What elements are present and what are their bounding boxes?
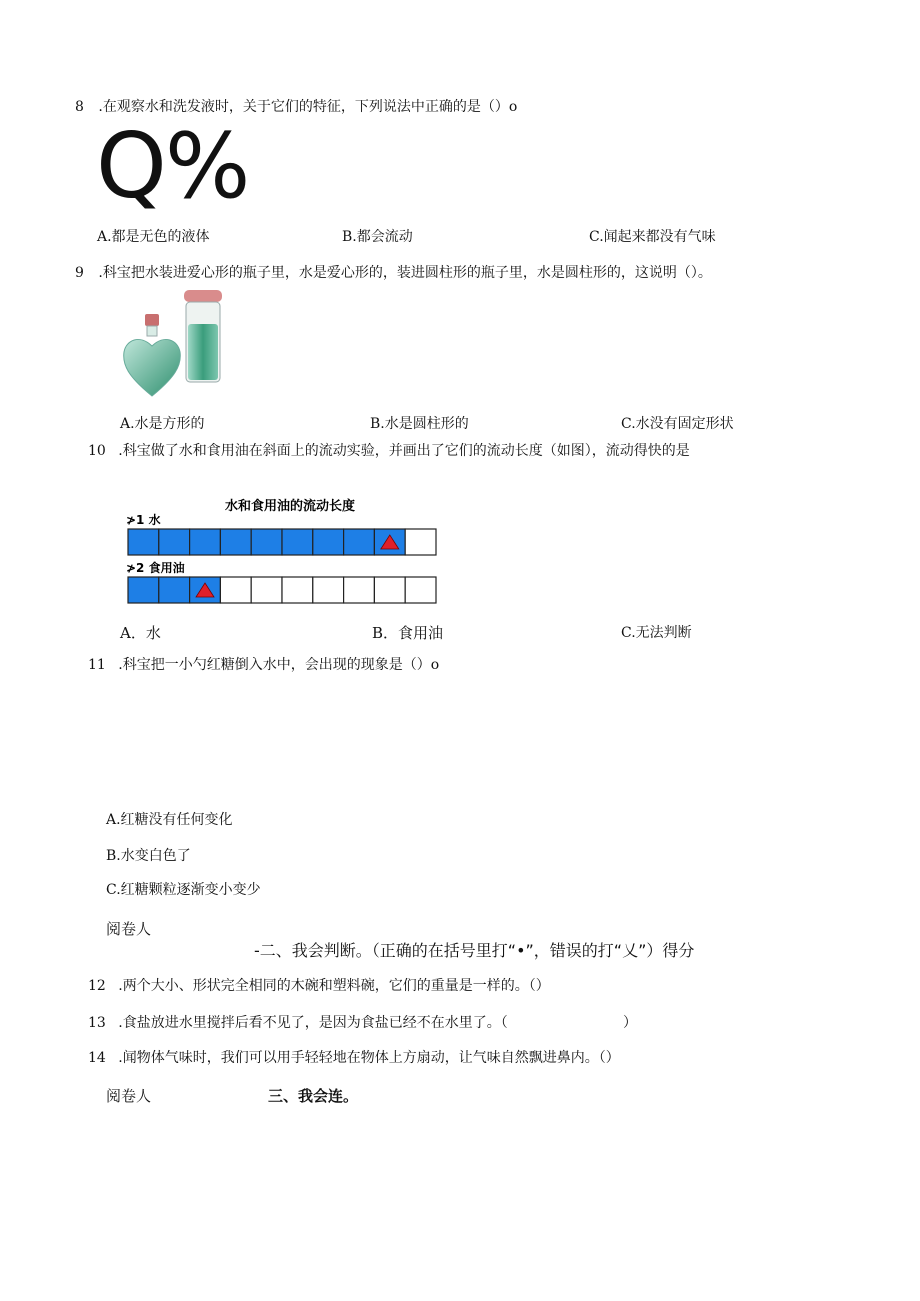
option-a: A.红糖没有任何变化 — [106, 812, 233, 828]
reviewer-label: 阅卷人 — [106, 1087, 152, 1105]
answer-bracket-close: ） — [623, 1015, 637, 1031]
filled-cell — [128, 577, 159, 603]
question-12 — [88, 975, 550, 995]
bottles-illustration — [120, 288, 230, 400]
question-text: .两个大小、形状完全相同的木碗和塑料碗，它们的重量是一样的。（） — [118, 978, 550, 994]
question-13 — [88, 1012, 508, 1032]
option-b: B．食用油 — [372, 624, 444, 642]
option-b: B.都会流动 — [342, 229, 413, 245]
question-number: 12 — [88, 978, 106, 994]
cylinder-cap — [184, 290, 222, 302]
filled-cell — [159, 529, 190, 555]
question-text: .科宝把水装进爱心形的瓶子里，水是爱心形的，装进圆柱形的瓶子里，水是圆柱形的，这说明（）。 — [98, 265, 712, 281]
question-number: 14 — [88, 1050, 106, 1066]
chart-title: 水和食用油的流动长度 — [224, 499, 356, 514]
question-text: .闻物体气味时，我们可以用手轻轻地在物体上方扇动，让气味自然飘进鼻内。（） — [118, 1050, 620, 1066]
empty-cell — [220, 577, 251, 603]
option-c: C.无法判断 — [621, 625, 692, 641]
filled-cell — [313, 529, 344, 555]
option-a: A．水 — [120, 624, 161, 642]
option-c: C.水没有固定形状 — [621, 416, 734, 432]
option-c: C.红糖颗粒逐渐变小变少 — [106, 882, 261, 898]
empty-cell — [313, 577, 344, 603]
question-text: .在观察水和洗发液时，关于它们的特征，下列说法中正确的是（）o — [98, 99, 518, 115]
heart-cap — [145, 314, 159, 326]
option-b: B.水是圆柱形的 — [370, 416, 469, 432]
qp-figure: Q% — [96, 114, 249, 219]
empty-cell — [251, 577, 282, 603]
option-c: C.闻起来都没有气味 — [589, 229, 716, 245]
filled-cell — [159, 577, 190, 603]
filled-cell — [282, 529, 313, 555]
reviewer-label: 阅卷人 — [106, 920, 152, 938]
empty-cell — [374, 577, 405, 603]
question-14 — [88, 1047, 620, 1067]
question-10 — [88, 440, 690, 460]
option-a: A.水是方形的 — [120, 416, 205, 432]
empty-cell — [344, 577, 375, 603]
option-a: A.都是无色的液体 — [97, 229, 210, 245]
filled-cell — [128, 529, 159, 555]
row-label-water: ≯1 水 — [126, 513, 161, 527]
empty-cell — [282, 577, 313, 603]
empty-cell — [405, 529, 436, 555]
section-heading: 三、我会连。 — [268, 1087, 359, 1105]
filled-cell — [220, 529, 251, 555]
filled-cell — [251, 529, 282, 555]
question-9 — [75, 262, 712, 282]
filled-cell — [344, 529, 375, 555]
question-text: .食盐放进水里搅拌后看不见了，是因为食盐已经不在水里了。（ — [118, 1015, 508, 1031]
option-b: B.水变白色了 — [106, 848, 191, 864]
question-text: .科宝做了水和食用油在斜面上的流动实验，并画出了它们的流动长度（如图），流动得快的是 — [118, 443, 690, 459]
question-11 — [88, 654, 439, 674]
empty-cell — [405, 577, 436, 603]
question-text: .科宝把一小勺红糖倒入水中，会出现的现象是（）o — [118, 657, 440, 673]
question-8 — [75, 96, 517, 116]
heart-bottle — [124, 339, 181, 396]
row-label-oil: ≯2 食用油 — [126, 561, 185, 575]
question-number: 8 — [75, 99, 84, 115]
question-number: 11 — [88, 657, 106, 673]
question-number: 10 — [88, 443, 106, 459]
section-heading: -二、我会判断。（正确的在括号里打“•”，错误的打“乂”）得分 — [254, 941, 695, 960]
cylinder-water — [188, 324, 218, 380]
question-number: 13 — [88, 1015, 106, 1031]
filled-cell — [190, 529, 221, 555]
flow-length-chart — [122, 494, 440, 610]
question-number: 9 — [75, 265, 84, 281]
